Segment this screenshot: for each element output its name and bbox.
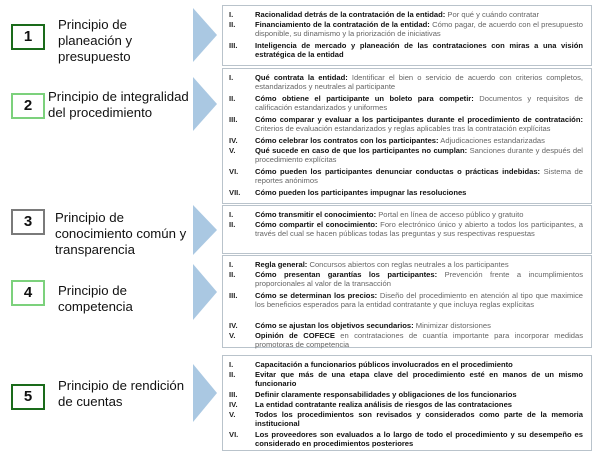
item-heading: Cómo se determinan los precios: <box>255 291 378 300</box>
principle-title-2: Principio de integralidad del procedimiento <box>48 89 189 120</box>
principle-number-4: 4 <box>11 280 45 306</box>
list-item <box>223 410 591 430</box>
roman-numeral: I. <box>229 73 234 82</box>
item-heading: Qué contrata la entidad: <box>255 73 348 82</box>
roman-numeral: II. <box>229 20 236 29</box>
principle-title-5: Principio de rendición de cuentas <box>58 378 185 409</box>
principle-number-5: 5 <box>11 384 45 410</box>
roman-numeral: I. <box>229 210 234 219</box>
list-item <box>223 73 591 93</box>
item-heading: Capacitación a funcionarios públicos involucrados en el procedimiento <box>255 360 513 369</box>
list-item <box>223 400 591 410</box>
principle-title-1: Principio de planeación y presupuesto <box>58 17 133 64</box>
item-detail: Documentos y requisitos de calificación estandarizados y uniformes <box>255 94 584 113</box>
arrow-right-icon <box>193 77 217 131</box>
list-item <box>223 270 591 290</box>
principle-number-2: 2 <box>11 93 45 119</box>
roman-numeral: II. <box>229 94 236 103</box>
item-detail: Por qué y cuándo contratar <box>445 10 540 19</box>
item-detail: Foro electrónico único y abierto a todos los participantes, a través del cual se hacen públicas todas las preguntas y sus respectivas respuestas <box>255 220 583 239</box>
item-heading: Todos los procedimientos son revisados y considerados como parte de la memoria institucional <box>255 410 583 429</box>
principle-panel-2 <box>222 68 592 204</box>
list-item <box>223 331 591 351</box>
list-item <box>223 430 591 450</box>
principle-panel-3 <box>222 205 592 254</box>
item-heading: Cómo pueden los participantes denunciar conductas o prácticas indebidas: <box>255 167 541 176</box>
item-detail: Portal en línea de acceso público y gratuito <box>376 210 524 219</box>
item-detail: Identificar el bien o servicio de acuerdo con criterios completos, estandarizados y neutrales al participante <box>255 73 583 92</box>
roman-numeral: II. <box>229 370 236 379</box>
item-detail: Prevención frente a incumplimientos proporcionales al valor de la transacción <box>255 270 584 289</box>
item-heading: Financiamiento de la contratación de la entidad: <box>255 20 430 29</box>
roman-numeral: I. <box>229 10 234 19</box>
arrow-right-icon <box>193 364 217 422</box>
list-item <box>223 41 591 61</box>
item-detail: Diseño del procedimiento en atención al tipo que maximice los beneficios esperados para la entidad contratante y que incluya reglas explícitas <box>255 291 583 310</box>
roman-numeral: I. <box>229 360 234 369</box>
roman-numeral: V. <box>229 331 236 340</box>
list-item <box>223 94 591 114</box>
item-heading: La entidad contratante realiza análisis de riesgos de las contrataciones <box>255 400 513 409</box>
principle-panel-1 <box>222 5 592 66</box>
principle-number-1: 1 <box>11 24 45 50</box>
principle-number-3: 3 <box>11 209 45 235</box>
roman-numeral: V. <box>229 410 236 419</box>
list-item <box>223 220 591 250</box>
item-heading: Cómo pueden los participantes impugnar las resoluciones <box>255 188 467 197</box>
item-heading: Evitar que más de una etapa clave del procedimiento esté en manos de un mismo funcionario <box>255 370 583 389</box>
list-item <box>223 136 591 146</box>
item-heading: Cómo compartir el conocimiento: <box>255 220 378 229</box>
item-heading: Cómo presentan garantías los participantes: <box>255 270 438 279</box>
item-heading: Cómo comparar y evaluar a los participantes durante el procedimiento de contratación: <box>255 115 583 124</box>
principle-panel-4 <box>222 255 592 348</box>
item-heading: Cómo se ajustan los objetivos secundarios: <box>255 321 414 330</box>
arrow-right-icon <box>193 8 217 62</box>
item-detail: Sanciones durante y después del procedimiento explícitas <box>255 146 583 165</box>
item-heading: Los proveedores son evaluados a lo largo de todo el procedimiento y su desempeño es considerado en procedimientos posteriores <box>255 430 583 449</box>
list-item <box>223 260 591 270</box>
item-detail: Minimizar distorsiones <box>413 321 491 330</box>
arrow-right-icon <box>193 264 217 320</box>
item-heading: Definir claramente responsabilidades y obligaciones de los funcionarios <box>255 390 517 399</box>
list-item <box>223 210 591 220</box>
list-item <box>223 360 591 370</box>
list-item <box>223 20 591 40</box>
roman-numeral: III. <box>229 41 238 50</box>
roman-numeral: VI. <box>229 167 239 176</box>
item-heading: Cómo transmitir el conocimiento: <box>255 210 377 219</box>
arrow-right-icon <box>193 205 217 255</box>
roman-numeral: II. <box>229 220 236 229</box>
item-detail: Adjudicaciones estandarizadas <box>438 136 545 145</box>
list-item <box>223 188 591 198</box>
list-item <box>223 321 591 331</box>
roman-numeral: III. <box>229 291 238 300</box>
item-detail: en contrataciones de cuantía importante para incorporar medidas promotoras de competencia <box>255 331 583 350</box>
roman-numeral: V. <box>229 146 236 155</box>
list-item <box>223 115 591 135</box>
item-heading: Regla general: <box>255 260 308 269</box>
roman-numeral: III. <box>229 115 238 124</box>
item-detail: Sistema de reportes anónimos <box>255 167 583 186</box>
roman-numeral: IV. <box>229 321 238 330</box>
list-item <box>223 390 591 400</box>
list-item <box>223 10 591 20</box>
item-heading: Inteligencia de mercado y planeación de las contrataciones con miras a una visión estratégica de la entidad <box>255 41 583 60</box>
item-heading: Opinión de COFECE <box>255 331 335 340</box>
list-item <box>223 146 591 166</box>
roman-numeral: IV. <box>229 136 238 145</box>
item-heading: Cómo celebrar los contratos con los participantes: <box>255 136 439 145</box>
principle-panel-5 <box>222 355 592 451</box>
roman-numeral: III. <box>229 390 238 399</box>
roman-numeral: VII. <box>229 188 241 197</box>
principle-title-4: Principio de competencia <box>58 283 133 314</box>
roman-numeral: II. <box>229 270 236 279</box>
item-detail: Criterios de evaluación estandarizados y reglas aplicables tras la contratación explícitas <box>255 124 551 134</box>
list-item <box>223 291 591 321</box>
item-detail: Cómo pagar, de acuerdo con el presupuesto disponible, su dinamismo y la priorización de iniciativas <box>255 20 583 39</box>
principle-title-3: Principio de conocimiento común y transparencia <box>55 210 187 257</box>
roman-numeral: I. <box>229 260 234 269</box>
list-item <box>223 167 591 187</box>
item-heading: Racionalidad detrás de la contratación de la entidad: <box>255 10 446 19</box>
list-item <box>223 370 591 390</box>
roman-numeral: VI. <box>229 430 239 439</box>
item-detail: Concursos abiertos con reglas neutrales a los participantes <box>307 260 509 269</box>
item-heading: Qué sucede en caso de que los participantes no cumplan: <box>255 146 468 155</box>
item-heading: Cómo obtiene el participante un boleto para competir: <box>255 94 474 103</box>
roman-numeral: IV. <box>229 400 238 409</box>
